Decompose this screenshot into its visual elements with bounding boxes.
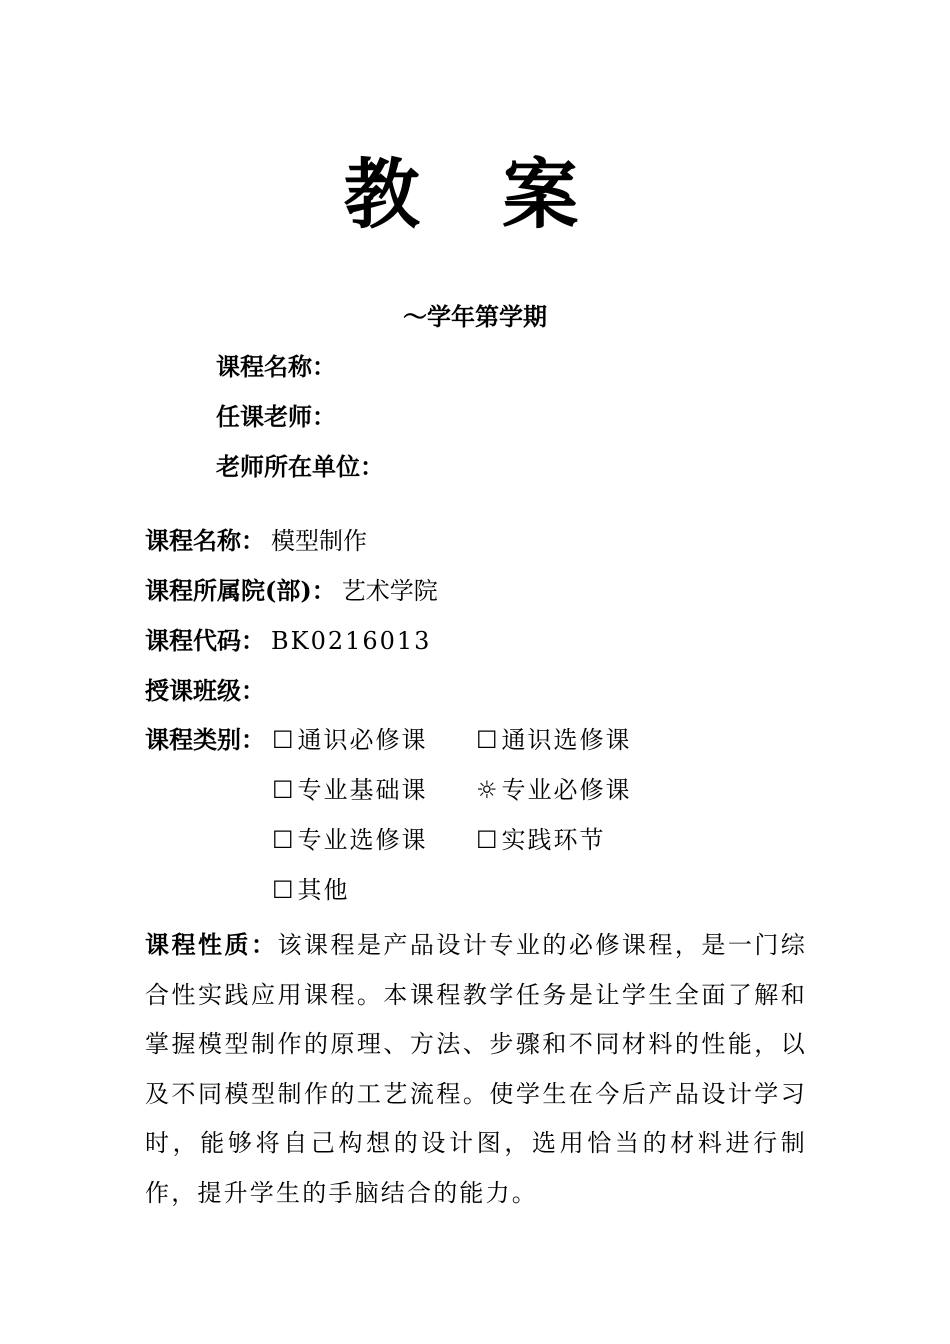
- checkbox-icon[interactable]: ☐: [476, 826, 500, 854]
- course-name-label: 课程名称：: [145, 526, 265, 555]
- category-option-label: 其他: [297, 876, 350, 904]
- course-nature-paragraph: [145, 920, 807, 1219]
- class-row: [145, 674, 265, 708]
- category-row: [145, 723, 265, 757]
- category-option-label: 专业必修课: [501, 776, 632, 804]
- category-option-label: 实践环节: [501, 826, 606, 854]
- course-code-label: 课程代码：: [145, 626, 265, 655]
- category-option[interactable]: [272, 773, 428, 807]
- course-nature-label: 课程性质：: [145, 930, 278, 959]
- checkbox-icon[interactable]: ☐: [272, 726, 296, 754]
- category-option-label: 通识选修课: [501, 726, 632, 754]
- academic-term: ～学年第学期: [403, 302, 547, 331]
- cover-teacher-label: 任课老师：: [216, 402, 336, 431]
- cover-unit-label: 老师所在单位：: [216, 452, 384, 481]
- category-option-label: 专业选修课: [297, 826, 428, 854]
- department-row: [145, 574, 438, 608]
- category-option-label: 专业基础课: [297, 776, 428, 804]
- document-title: 教 案: [343, 150, 607, 239]
- course-nature-text: 该课程是产品设计专业的必修课程，是一门综合性实践应用课程。本课程教学任务是让学生全面了解和掌握模型制作的原理、方法、步骤和不同材料的性能，以及不同模型制作的工艺流程。使学生在今后产品设计学习时，能够将自己构想的设计图，选用恰当的材料进行制作，提升学生的手脑结合的能力。: [145, 931, 808, 1207]
- category-option-selected[interactable]: [476, 773, 632, 807]
- course-code-value: BK0216013: [271, 627, 432, 655]
- checkbox-icon[interactable]: ☐: [272, 876, 296, 904]
- department-label: 课程所属院(部)：: [145, 576, 336, 605]
- category-option[interactable]: [272, 823, 428, 857]
- category-option-label: 通识必修课: [297, 726, 428, 754]
- checkbox-icon[interactable]: ☐: [272, 776, 296, 804]
- checkbox-icon[interactable]: ☐: [272, 826, 296, 854]
- course-name-value: 模型制作: [271, 527, 367, 555]
- category-option[interactable]: [476, 823, 606, 857]
- category-option[interactable]: [272, 873, 350, 907]
- course-name-row: [145, 524, 367, 558]
- course-code-row: [145, 624, 431, 658]
- category-option[interactable]: [476, 723, 632, 757]
- category-label: 课程类别：: [145, 725, 265, 754]
- cover-course-name-label: 课程名称：: [216, 352, 336, 381]
- category-option[interactable]: [272, 723, 428, 757]
- department-value: 艺术学院: [341, 577, 438, 605]
- class-label: 授课班级：: [145, 676, 265, 705]
- checked-sun-icon[interactable]: ☼: [476, 776, 500, 804]
- checkbox-icon[interactable]: ☐: [476, 726, 500, 754]
